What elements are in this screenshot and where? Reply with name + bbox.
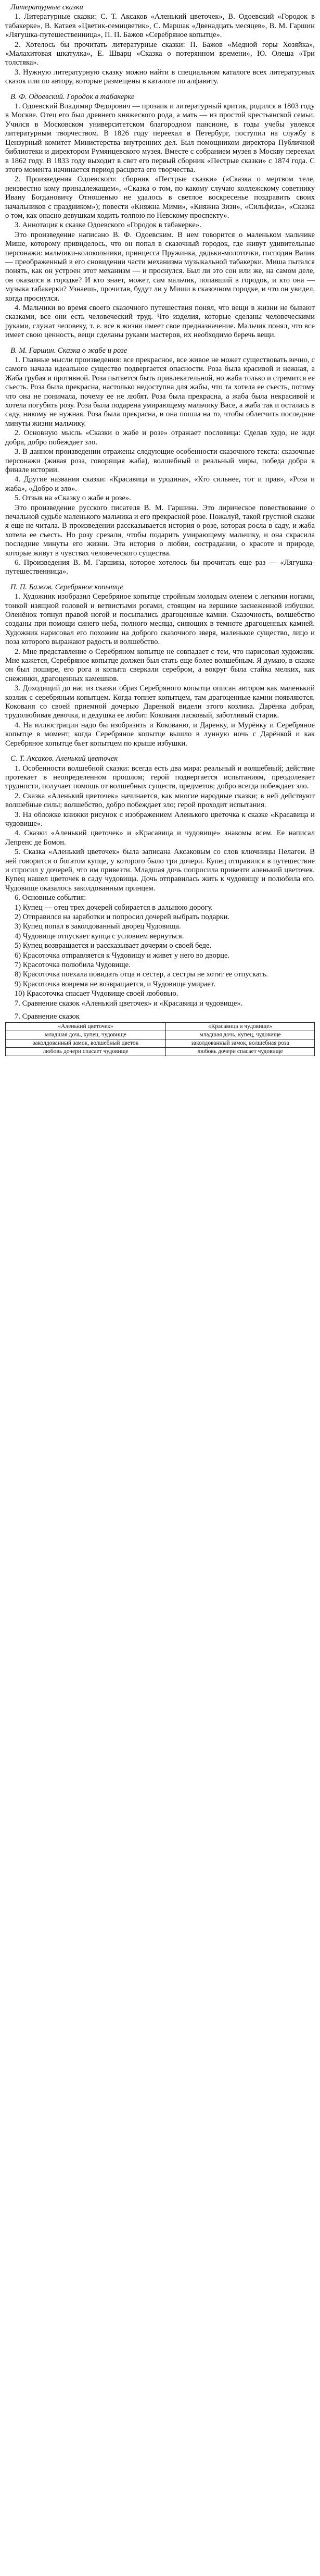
paragraph: 7) Красоточка полюбила Чудовище. [15, 961, 131, 970]
paragraph: 1. Художник изобразил Серебряное копытце стройным молодым оленем с легкими ногами, тонкой изящной головой и ветвистыми рогами, стоящим на вершине заснеженной избушки. Оленёнок топнул правой ногой и посыпались драгоценные камни. Сказочность, волшебство созданы при помощи синего неба, полного месяца, сияющих в темноте драгоценных камней. Художник нарисовал его похожим на доброго сказочного зверя, маленькое существо, лицо и поза которого выражают радость и волшебство. [5, 592, 315, 647]
paragraph: 2. Основную мысль «Сказки о жабе и розе» отражает пословица: Сделав худо, не жди добра, добро побеждает зло. [5, 429, 315, 447]
paragraph: 4. Другие названия сказки: «Красавица и уродина», «Кто сильнее, тот и прав», «Роза и жаба», «Добро и зло». [5, 475, 315, 493]
content [5, 3, 315, 1056]
section-heading: В. М. Гаршин. Сказка о жабе и розе [10, 346, 127, 355]
paragraph: 2) Отправился на заработки и попросил дочерей выбрать подарки. [15, 913, 230, 921]
table-row [6, 1039, 315, 1048]
paragraph: 7. Сравнение сказок «Аленький цветочек» и «Красавица и чудовище». [15, 999, 243, 1008]
paragraph: Это произведение русского писателя В. М. Гаршина. Это лирическое повествование о печальной судьбе маленького мальчика и его прекрасной розе. Пожалуй, такой грустной сказки я еще не читала. В произведении рассказывается история о розе, которая росла в саду, и жаба хотела ее съесть. Но розу срезали, чтобы подарить умирающему мальчику, и она скрасила последние минуты его жизни. Эта история о любви, сострадании, о красоте и природе, которые живут в чувствах человеческого существа. [5, 503, 315, 558]
paragraph: 3) Купец попал в заколдованный дворец Чудовища. [15, 922, 181, 931]
paragraph: 6. Произведения В. М. Гаршина, которое хотелось бы прочитать еще раз — «Лягушка-путешественница». [5, 558, 315, 576]
table-header-cell: «Красавица и чудовище» [166, 1023, 315, 1031]
table-header-cell: «Аленький цветочек» [6, 1023, 166, 1031]
paragraph: Это произведение написано В. Ф. Одоевским. В нем говорится о маленьком мальчике Мише, которому привиделось, что он попал в сказочный городок, где живут удивительные персонажи: мальчики-колокольчики, принцесса Пружинка, дядьки-молоточки, господин Валик — преображенный в его сновидении части механизма музыкальной табакерки. Миша пытался понять, как он устроен этот механизм — и проснулся. Был ли это сон или же, на самом деле, он оказался в городке? И кто знает, может, сам мальчик, попавший в городок, и кто она — музыка табакерки? Узнаешь, прочитав, будут ли у Миши в сказочном городке, и что он увидел, когда проснулся. [5, 230, 315, 303]
table-row [6, 1031, 315, 1039]
paragraph: 5) Купец возвращается и рассказывает дочерям о своей беде. [15, 942, 212, 950]
paragraph: 3. Аннотация к сказке Одоевского «Городок в табакерке». [15, 221, 201, 230]
paragraph: 4. Мальчики во время своего сказочного путешествия понял, что вещи в жизни не бывают сказками, все они есть человеческий труд. Что изделия, которые сделаны человеческими руками, служат человеку, т. е. все в жизни имеет свое предназначение. Мальчик понял, что все имеет свою ценность, вещи сделаны руками мастеров, их необходимо беречь вещи. [5, 304, 315, 340]
table-cell: младшая дочь, купец, чудовище [6, 1031, 166, 1039]
paragraph: 3. В данном произведении отражены следующие особенности сказочного текста: сказочные персонажи (живая роза, говорящая жаба), волшебный и реальный миры, победа добра в финале истории. [5, 448, 315, 474]
paragraph: 2. Произведения Одоевского: сборник «Пестрые сказки» («Сказка о мертвом теле, неизвестно кому принадлежащем», «Сказка о том, по какому случаю коллежскому советнику Ивану Богдановичу Отношенью не удалось в светлое воскресенье поздравить своих начальников с праздником»); повести «Княжна Мими», «Княжна Зизи», «Сильфида», «Сказка о том, как опасно девушкам ходить толпою по Невскому проспекту». [5, 175, 315, 220]
paragraph: 1. Особенности волшебной сказки: всегда есть два мира: реальный и волшебный; действие протекает в неопределенном прошлом; герой подвергается испытаниям, преодолевает трудности, получает помощь от волшебных существ, предметов; добро всегда побеждает зло. [5, 764, 315, 791]
table-caption: 7. Сравнение сказок [15, 1012, 80, 1021]
section-heading: П. П. Бажов. Серебряное копытце [10, 583, 123, 591]
table-cell: заколдованный замок, волшебная роза [166, 1039, 315, 1048]
table-cell: любовь дочери спасает чудовище [6, 1048, 166, 1056]
table-cell: заколдованный замок, волшебный цветок [6, 1039, 166, 1048]
paragraph: 8) Красоточка поехала повидать отца и сестер, а сестры не хотят ее отпускать. [15, 970, 268, 979]
section-heading: В. Ф. Одоевский. Городок в табакерке [10, 92, 135, 101]
table-row [6, 1048, 315, 1056]
paragraph: 1. Одоевский Владимир Федорович — прозаик и литературный критик, родился в 1803 году в Москве. Отец его был древнего княжеского рода, а мать — из простой крестьянской семьи. Учился в Московском университетском благородном пансионе, в годы учебы увлекся литературным творчеством. В 1826 году переехал в Петербург, поступил на службу в Цензурный комитет Министерства внутренних дел. Был помощником директора Публичной библиотеки и директором Румянцевского музея. Вместе с собранием музея в Москву переехал в 1862 году. В 1833 году выходит в свет его первый сборник «Пестрые сказки» с 1874 года. С этого момента начинается период расцвета его творчества. [5, 102, 315, 174]
paragraph: 2. Мне представление о Серебряном копытце не совпадает с тем, что нарисовал художник. Мне кажется, Серебряное копытце должен был стать еще более волшебным. Я думаю, в сказке он был пошире, его рога и копыта сверкали серебром, а вокруг была стайка мелких, как снежинки, драгоценных камешков. [5, 647, 315, 683]
paragraph: 3. Доходящий до нас из сказки образ Серебряного копытца описан автором как маленький козлик с серебряным копытцем. Когда топнет копытцем, там драгоценные камни появляются. Кокованя со своей приемной дочерью Даренкой видели этого козлика. Дарёнка добрая, трудолюбивая девочка, и дедушка ее любит. Кокованя ласковый, заботливый старик. [5, 684, 315, 720]
section-heading: Литературные сказки [10, 3, 83, 11]
paragraph: 9) Красоточка вовремя не возвращается, и Чудовище умирает. [15, 980, 215, 988]
paragraph: 5. Отзыв на «Сказку о жабе и розе». [15, 494, 131, 503]
table-cell: младшая дочь, купец, чудовище [166, 1031, 315, 1039]
paragraph: 4. На иллюстрации надо бы изобразить и Кокованю, и Даренку, и Мурёнку и Серебряное копытце в момент, когда Серебряное копытце вышло в лунную ночь с Дарёнкой и как Серебряное копытце бьет копытцем по крыше избушки. [5, 721, 315, 748]
table-cell: любовь дочери спасает чудовище [166, 1048, 315, 1056]
paragraph: 10) Красоточка спасает Чудовище своей любовью. [15, 989, 178, 998]
paragraph: 3. Нужную литературную сказку можно найти в специальном каталоге всех литературных сказок или по автору, которые размещены в каталоге по алфавиту. [5, 68, 315, 86]
paragraph: 1. Литературные сказки: С. Т. Аксаков «Аленький цветочек», В. Одоевский «Городок в табакерке», В. Катаев «Цветик-семицветик», С. Маршак «Двенадцать месяцев», В. М. Гаршин «Лягушка-путешественница», П. П. Бажов «Серебряное копытце». [5, 13, 315, 40]
paragraph: 6. Основные события: [15, 894, 86, 902]
paragraph: 4) Чудовище отпускает купца с условием вернуться. [15, 932, 184, 940]
paragraph: 5. Сказка «Аленький цветочек» была записана Аксаковым со слов ключницы Пелагеи. В ней говорится о богатом купце, у которого было три дочери. Купец отправился в путешествие и спросил у дочерей, что им привезти. Младшая дочь попросила привезти аленький цветочек. Купец нашел цветочек в саду чудовища. Дочь отправилась жить к чудовищу и полюбила его. Чудовище оказалось заколдованным принцем. [5, 848, 315, 893]
paragraph: 4. Сказки «Аленький цветочек» и «Красавица и чудовище» знакомы всем. Ее написал Лепренс де Бомон. [5, 829, 315, 847]
comparison-table [5, 1022, 315, 1056]
section-heading: С. Т. Аксаков. Аленький цветочек [10, 754, 118, 763]
paragraph: 6) Красоточка отправляется к Чудовищу и живет у него во дворце. [15, 951, 230, 960]
paragraph: 3. На обложке книжки рисунок с изображением Аленького цветочка к сказке «Красавица и чудовище». [5, 810, 315, 828]
paragraph: 1. Главные мысли произведения: все прекрасное, все живое не может существовать вечно, с самого начала идеальное существо подвергается опасности. Роза была красивой и нежная, а Жаба грубая и противной. Роза пытается быть привлекательной, но жаба только и стремится ее съесть. Роза была прекрасна, настолько недоступна для жабы, что та хотела ее съесть, потому что она не понимала, почему ее не любят. Роза была прекрасна, а жаба была некрасивой и хотела погубить розу. Роза была подарена умирающему мальчику Васе, а жаба так и осталась в саду, никому не нужная. Роза была прекрасна, и она пошла на то, чтобы облегчить последние минуты жизни мальчику. [5, 356, 315, 428]
paragraph: 1) Купец — отец трех дочерей собирается в дальнюю дорогу. [15, 903, 213, 912]
paragraph: 2. Хотелось бы прочитать литературные сказки: П. Бажов «Медной горы Хозяйка», «Малахитовая шкатулка», Е. Шварц «Сказка о потерянном времени», Ю. Олеша «Три толстяка». [5, 40, 315, 67]
paragraph: 2. Сказка «Аленький цветочек» начинается, как многие народные сказки; в ней действуют волшебные силы; волшебство, добро побеждает зло; герой проходит испытания. [5, 791, 315, 810]
table-header-row [6, 1023, 315, 1031]
